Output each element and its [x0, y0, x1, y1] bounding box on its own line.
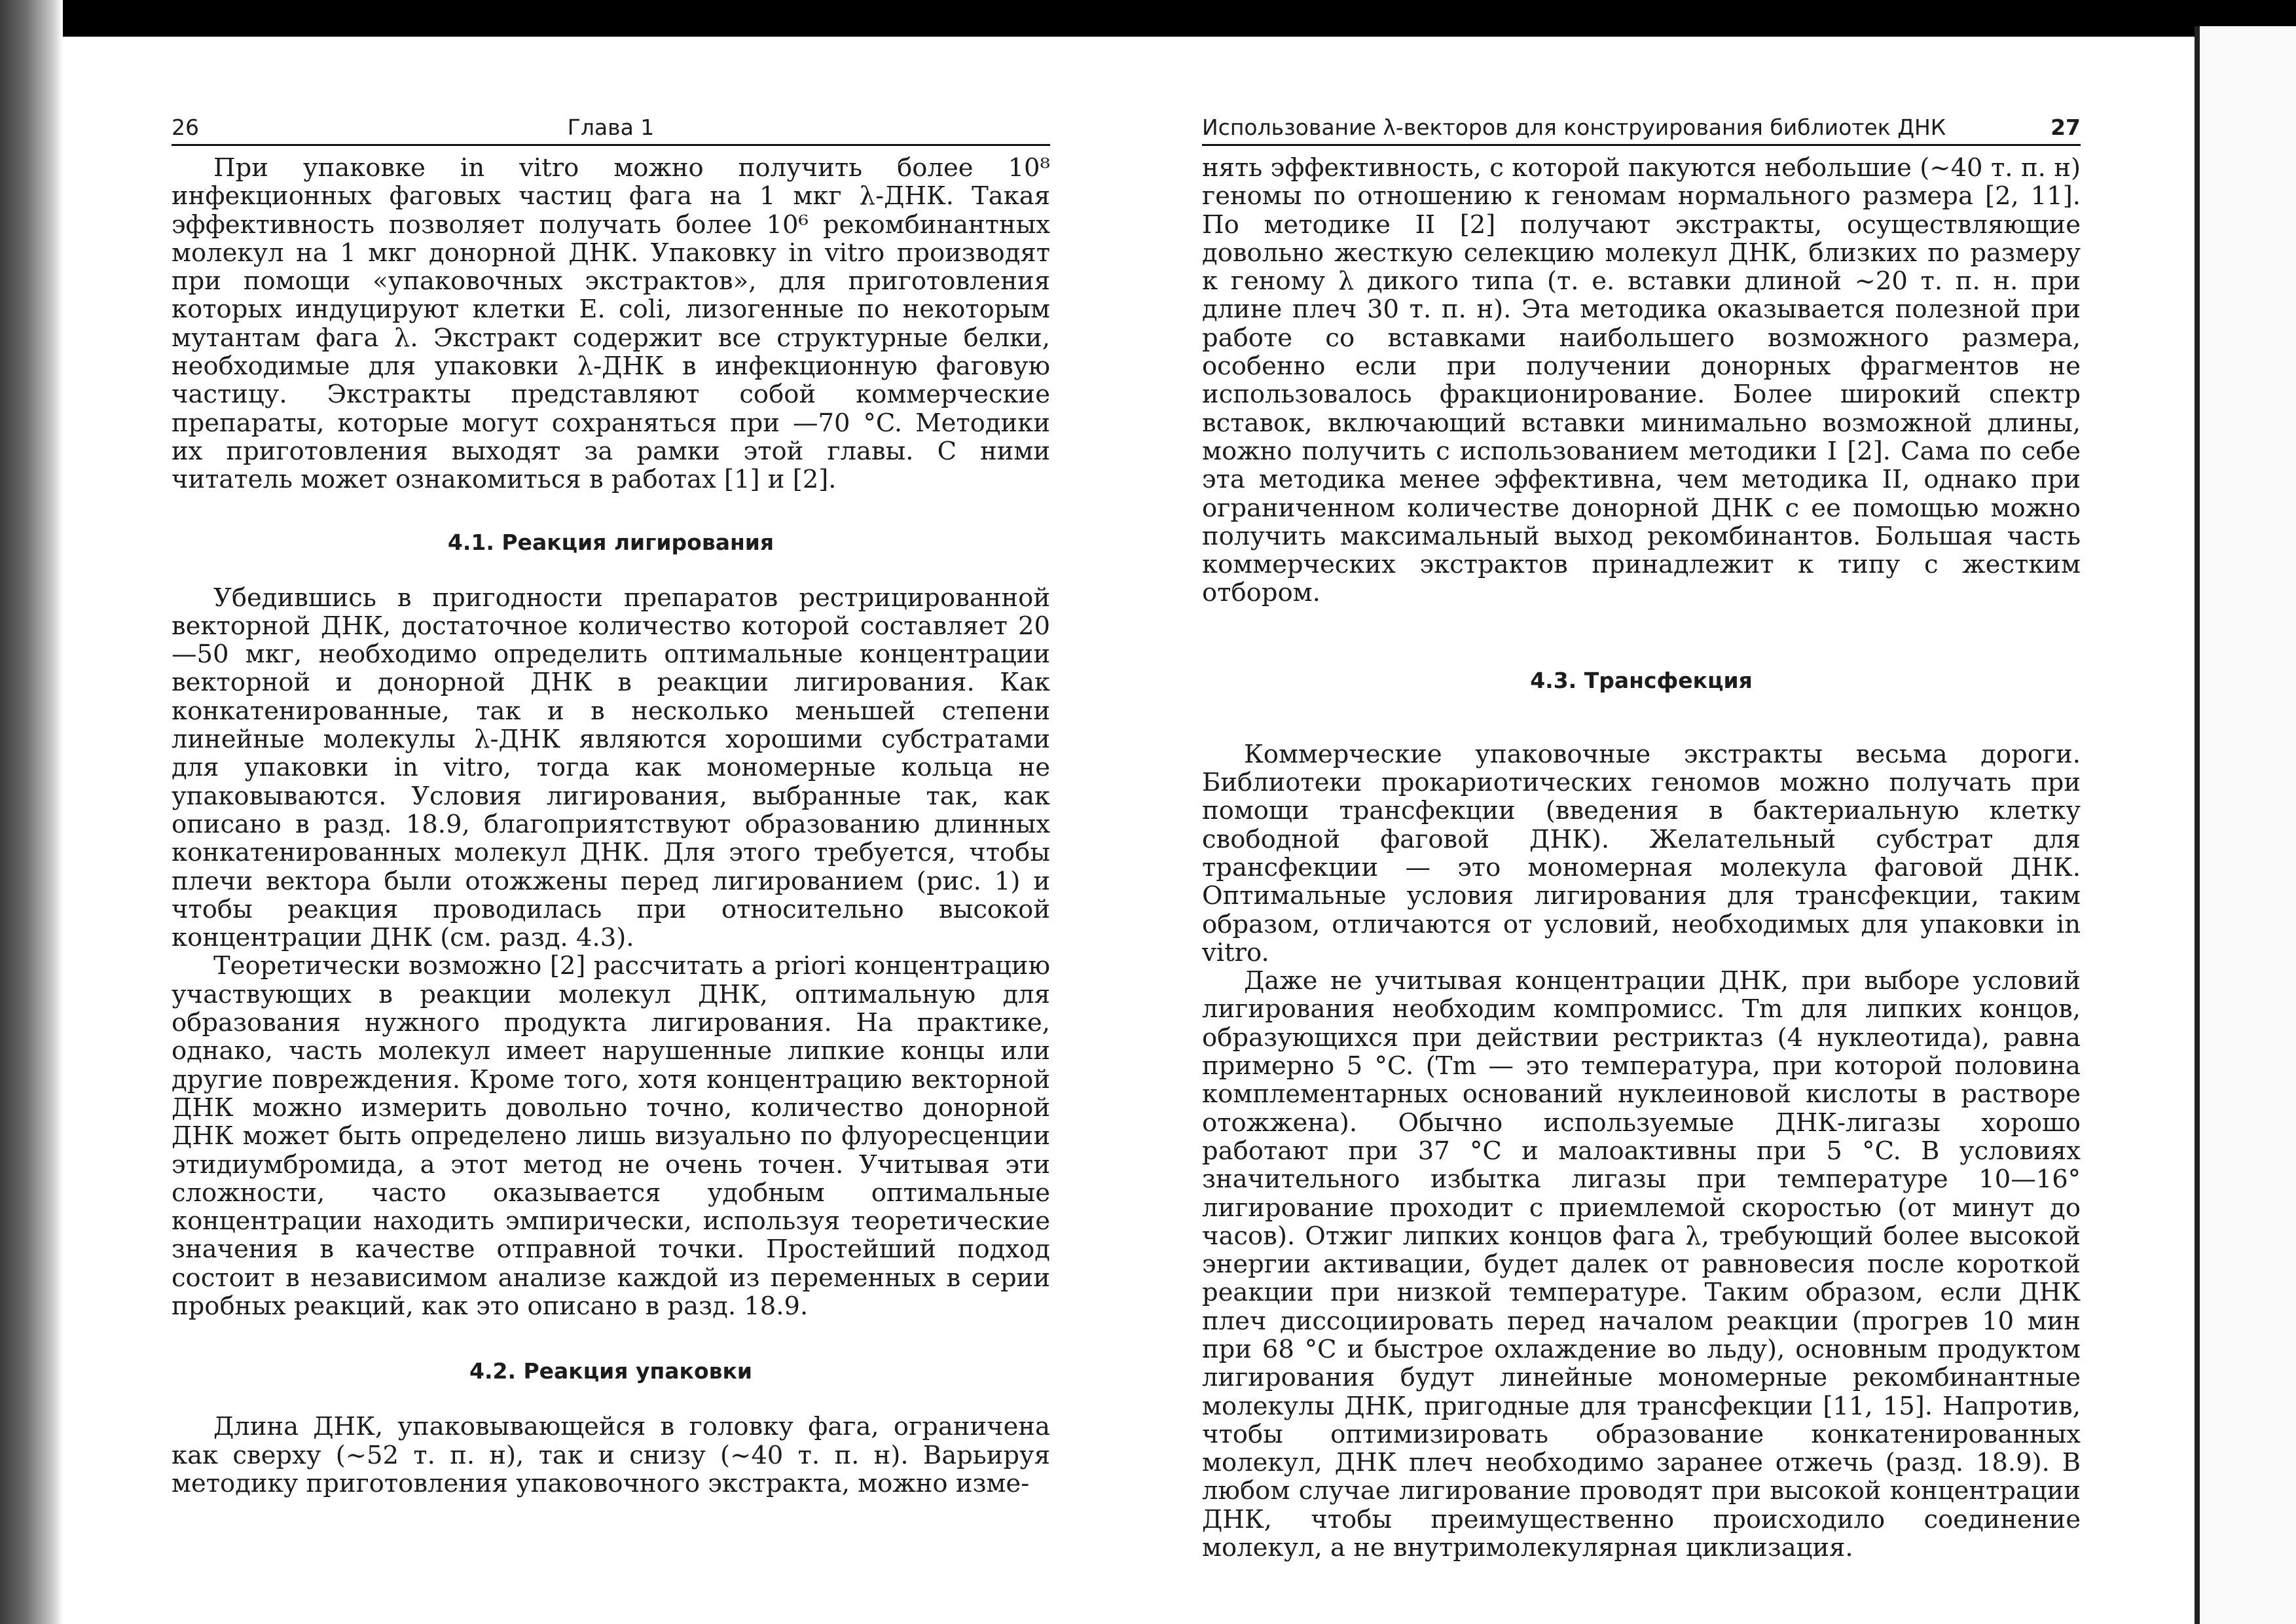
scan-left-edge: [0, 0, 63, 1624]
right-running-head: [1202, 110, 2081, 146]
right-page: [1202, 110, 2081, 1562]
chapter-title: Глава 1: [567, 115, 655, 140]
right-page-body: [1202, 154, 2081, 1562]
section-4-2-paragraph-1: Длина ДНК, упаковывающейся в головку фага, ограничена как сверху (~52 т. п. н), так и снизу (~40 т. п. н). Варьируя методику приготовления упаковочного экстракта, можно изме-: [172, 1412, 1050, 1498]
section-4-3-paragraph-2: Даже не учитывая концентрации ДНК, при выборе условий лигирования необходим компромисс. Tm для липких концов, образующихся при действии рестриктаз (4 нуклеотида), равна примерно 5 °C. (Tm — это температура, при которой половина комплементарных оснований нуклеиновой кислоты в растворе отожжена). Обычно используемые ДНК-лигазы хорошо работают при 37 °C и малоактивны при 5 °C. В условиях значительного избытка лигазы при температуре 10—16° лигирование проходит с приемлемой скоростью (от минут до часов). Отжиг липких концов фага λ, требующий более высокой энергии активации, будет далек от равновесия после короткой реакции при низкой температуре. Таким образом, если ДНК плеч диссоциировать перед началом реакции (прогрев 10 мин при 68 °C и быстрое охлаждение во льду), основным продуктом лигирования будут линейные мономерные рекомбинантные молекулы ДНК, пригодные для трансфекции [11, 15]. Напротив, чтобы оптимизировать образование конкатенированных молекул, ДНК плеч необходимо заранее отжечь (разд. 18.9). В любом случае лигирование проводят при высокой концентрации ДНК, чтобы преимущественно происходило соединение молекул, а не внутримолекулярная циклизация.: [1202, 966, 2081, 1563]
right-page-number: 27: [2050, 115, 2081, 140]
left-page-body: [172, 154, 1050, 1498]
scan-right-page-edge: [2195, 26, 2200, 1624]
section-4-3-heading: 4.3. Трансфекция: [1530, 667, 1753, 693]
section-4-2-heading: 4.2. Реакция упаковки: [469, 1358, 753, 1384]
intro-paragraph: При упаковке in vitro можно получить более 10⁸ инфекционных фаговых частиц фага на 1 мкг λ-ДНК. Такая эффективность позволяет получать более 10⁶ рекомбинантных молекул на 1 мкг донорной ДНК. Упаковку in vitro производят при помощи «упаковочных экстрактов», для приготовления которых индуцируют клетки E. coli, лизогенные по некоторым мутантам фага λ. Экстракт содержит все структурные белки, необходимые для упаковки λ-ДНК в инфекционную фаговую частицу. Экстракты представляют собой коммерческие препараты, которые могут сохраняться при —70 °C. Методики их приготовления выходят за рамки этой главы. С ними читатель может ознакомиться в работах [1] и [2].: [172, 153, 1050, 495]
left-running-head: [172, 110, 1050, 146]
section-4-1-heading: 4.1. Реакция лигирования: [447, 529, 774, 555]
section-4-1-paragraph-2: Теоретически возможно [2] рассчитать a priori концентрацию участвующих в реакции молекул ДНК, оптимальную для образования нужного продукта лигирования. На практике, однако, часть молекул имеет нарушенные липкие концы или другие повреждения. Кроме того, хотя концентрацию векторной ДНК можно измерить довольно точно, количество донорной ДНК может быть определено лишь визуально по флуоресценции этидиумбромида, а этот метод не очень точен. Учитывая эти сложности, часто оказывается удобным оптимальные концентрации находить эмпирически, используя теоретические значения в качестве отправной точки. Простейший подход состоит в независимом анализе каждой из переменных в серии пробных реакций, как это описано в разд. 18.9.: [172, 951, 1050, 1321]
left-page-number: 26: [172, 115, 199, 140]
section-4-1-paragraph-1: Убедившись в пригодности препаратов рестрицированной векторной ДНК, достаточное количество которой составляет 20—50 мкг, необходимо определить оптимальные концентрации векторной и донорной ДНК в реакции лигирования. Как конкатенированные, так и в несколько меньшей степени линейные молекулы λ-ДНК являются хорошими субстратами для упаковки in vitro, тогда как мономерные кольца не упаковываются. Условия лигирования, выбранные так, как описано в разд. 18.9, благоприятствуют образованию длинных конкатенированных молекул ДНК. Для этого требуется, чтобы плечи вектора были отожжены перед лигированием (рис. 1) и чтобы реакция проводилась при относительно высокой концентрации ДНК (см. разд. 4.3).: [172, 583, 1050, 953]
left-page: [172, 110, 1050, 1498]
right-running-title: Использование λ-векторов для конструирования библиотек ДНК: [1202, 115, 1946, 140]
section-4-3-paragraph-1: Коммерческие упаковочные экстракты весьма дороги. Библиотеки прокариотических геномов можно получать при помощи трансфекции (введения в бактериальную клетку свободной фаговой ДНК). Желательный субстрат для трансфекции — это мономерная молекула фаговой ДНК. Оптимальные условия лигирования для трансфекции, таким образом, отличаются от условий, необходимых для упаковки in vitro.: [1202, 739, 2081, 967]
scan-top-border: [0, 0, 2296, 37]
continuation-paragraph: нять эффективность, с которой пакуются небольшие (~40 т. п. н) геномы по отношению к геномам нормального размера [2, 11]. По методике II [2] получают экстракты, осуществляющие довольно жесткую селекцию молекул ДНК, близких по размеру к геному λ дикого типа (т. е. вставки длиной ~20 т. п. н. при длине плеч 30 т. п. н). Эта методика оказывается полезной при работе со вставками наибольшего возможного размера, особенно если при получении донорных фрагментов не использовалось фракционирование. Более широкий спектр вставок, включающий вставки минимально возможной длины, можно получить с использованием методики I [2]. Сама по себе эта методика менее эффективна, чем методика II, однако при ограниченном количестве донорной ДНК с ее помощью можно получить максимальный выход рекомбинантов. Большая часть коммерческих экстрактов принадлежит к типу с жестким отбором.: [1202, 153, 2081, 608]
scan-right-gutter: [2200, 26, 2296, 1624]
